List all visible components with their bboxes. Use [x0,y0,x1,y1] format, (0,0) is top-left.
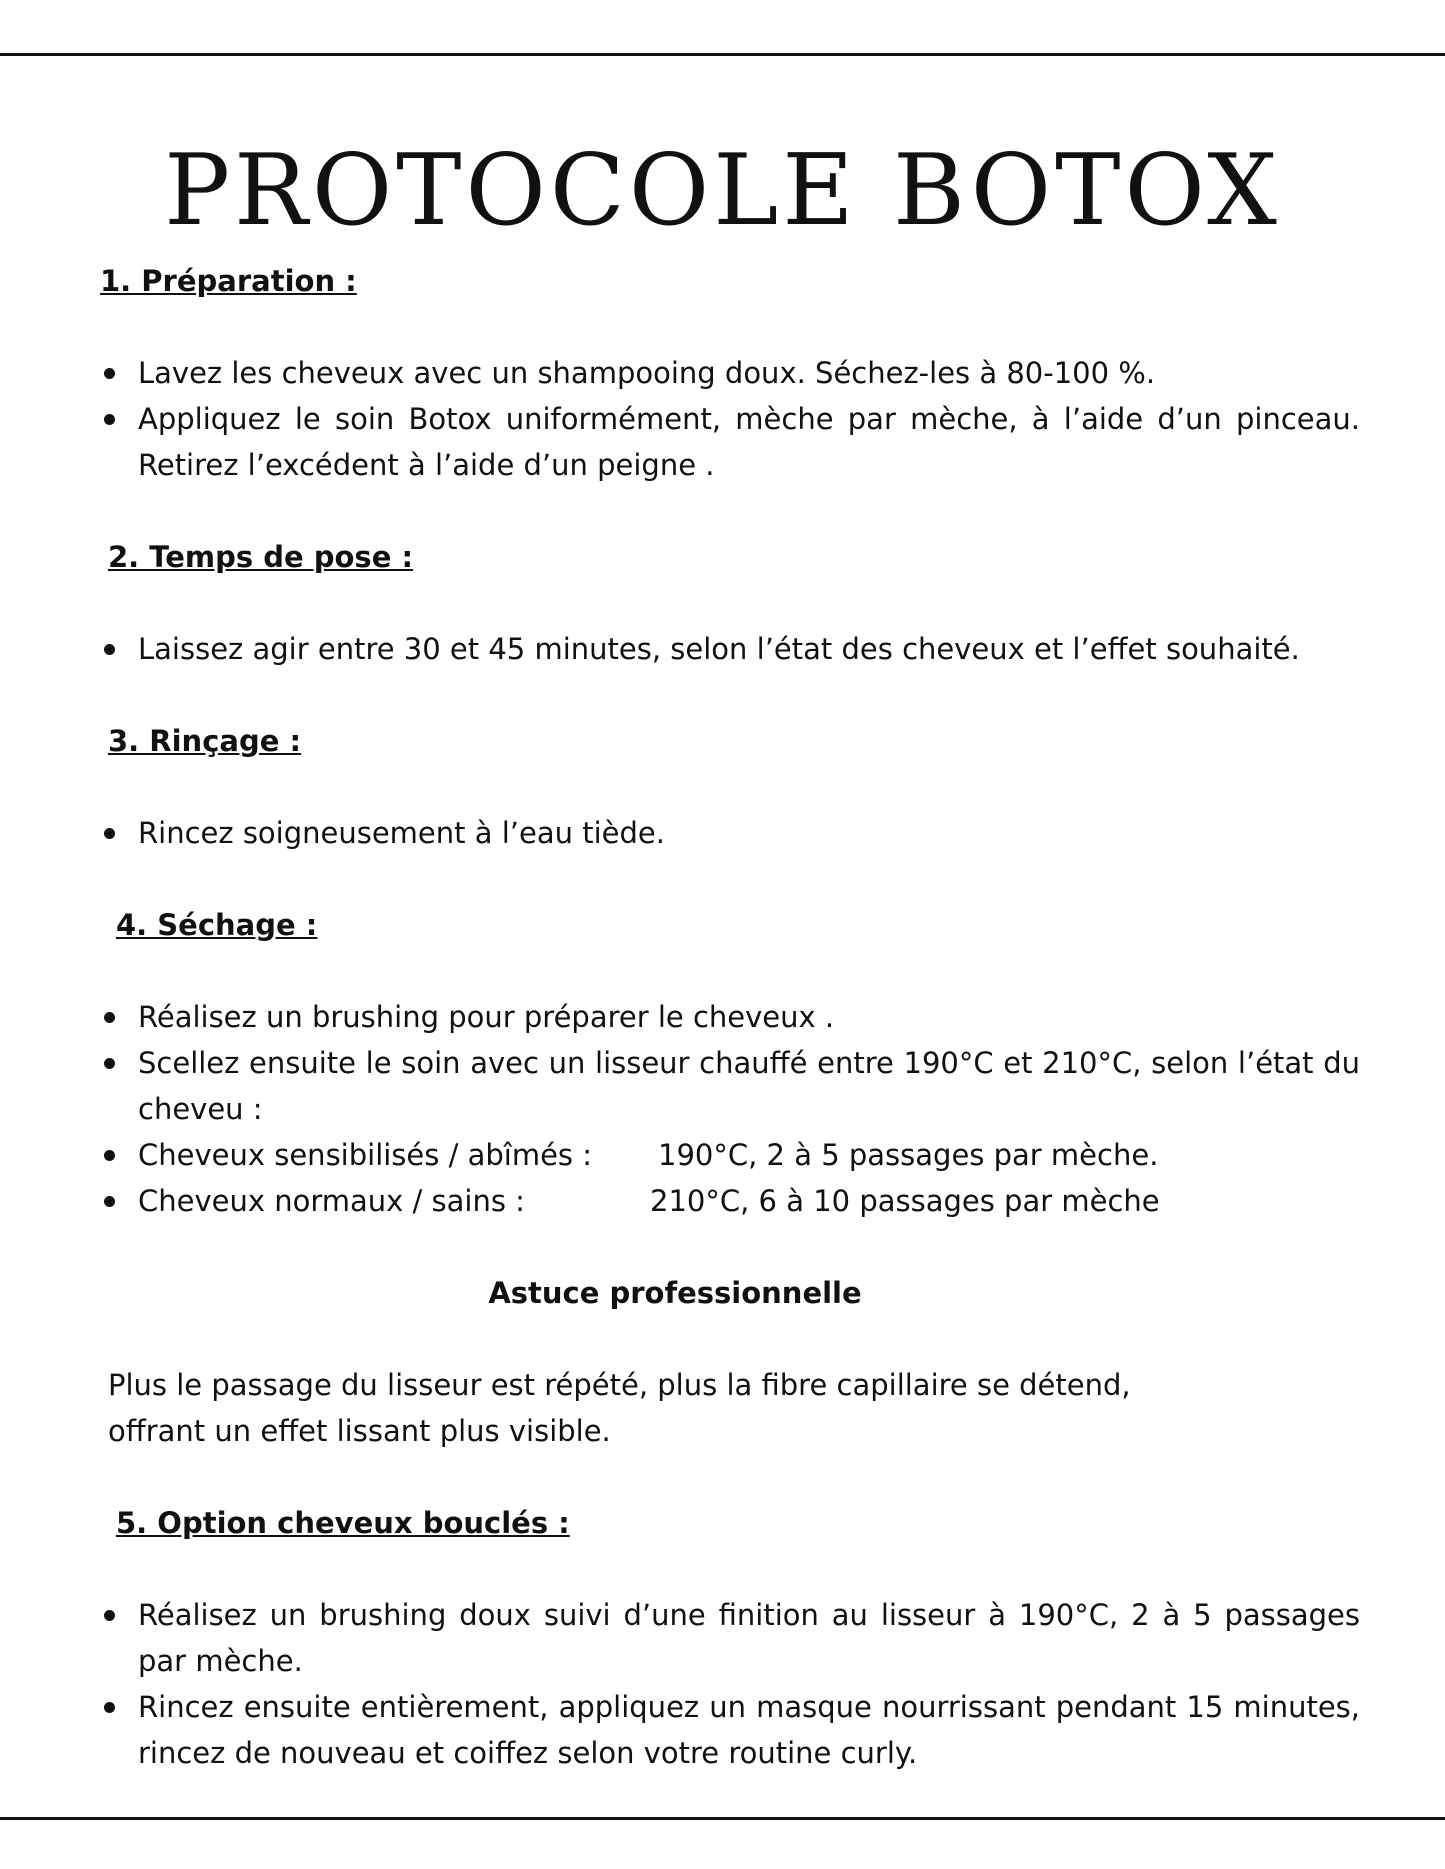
bottom-divider [0,1817,1445,1820]
temps-de-pose-list [100,626,1360,672]
list-item: Réalisez un brushing doux suivi d’une finition au lisseur à 190°C, 2 à 5 passages par mèche. [100,1592,1360,1684]
list-item: Appliquez le soin Botox uniformément, mèche par mèche, à l’aide d’un pinceau. Retirez l’excédent à l’aide d’un peigne . [100,396,1360,488]
preparation-list [100,350,1360,488]
tip-text-line-1: Plus le passage du lisseur est répété, plus la fibre capillaire se détend, [108,1368,1131,1402]
setting-row-normal [100,1178,1360,1224]
tip-title: Astuce professionnelle [488,1276,862,1310]
top-divider [0,53,1445,56]
option-boucles-list [100,1592,1360,1776]
setting-value: 210°C, 6 à 10 passages par mèche [650,1184,1160,1218]
setting-label: Cheveux normaux / sains : [138,1184,525,1218]
section-heading-rincage: 3. Rinçage : [108,724,302,758]
rincage-list [100,810,1360,856]
list-item: Laissez agir entre 30 et 45 minutes, selon l’état des cheveux et l’effet souhaité. [100,626,1360,672]
section-heading-preparation: 1. Préparation : [100,264,357,298]
list-item: Rincez ensuite entièrement, appliquez un masque nourrissant pendant 15 minutes, rincez de nouveau et coiffez selon votre routine curly. [100,1684,1360,1776]
list-item: Rincez soigneusement à l’eau tiède. [100,810,1360,856]
setting-value: 190°C, 2 à 5 passages par mèche. [658,1138,1159,1172]
page-title: PROTOCOLE BOTOX [164,133,1281,248]
list-item: Réalisez un brushing pour préparer le cheveux . [100,994,1360,1040]
section-heading-temps-de-pose: 2. Temps de pose : [108,540,414,574]
list-item: Lavez les cheveux avec un shampooing doux. Séchez-les à 80-100 %. [100,350,1360,396]
list-item: Scellez ensuite le soin avec un lisseur chauffé entre 190°C et 210°C, selon l’état du cheveu : [100,1040,1360,1132]
section-heading-sechage: 4. Séchage : [116,908,318,942]
setting-row-sensitive [100,1132,1360,1178]
setting-label: Cheveux sensibilisés / abîmés : [138,1138,593,1172]
document-body [100,258,1360,1776]
tip-text-line-2: offrant un effet lissant plus visible. [108,1414,611,1448]
section-heading-option-boucles: 5. Option cheveux bouclés : [116,1506,570,1540]
sechage-list [100,994,1360,1224]
